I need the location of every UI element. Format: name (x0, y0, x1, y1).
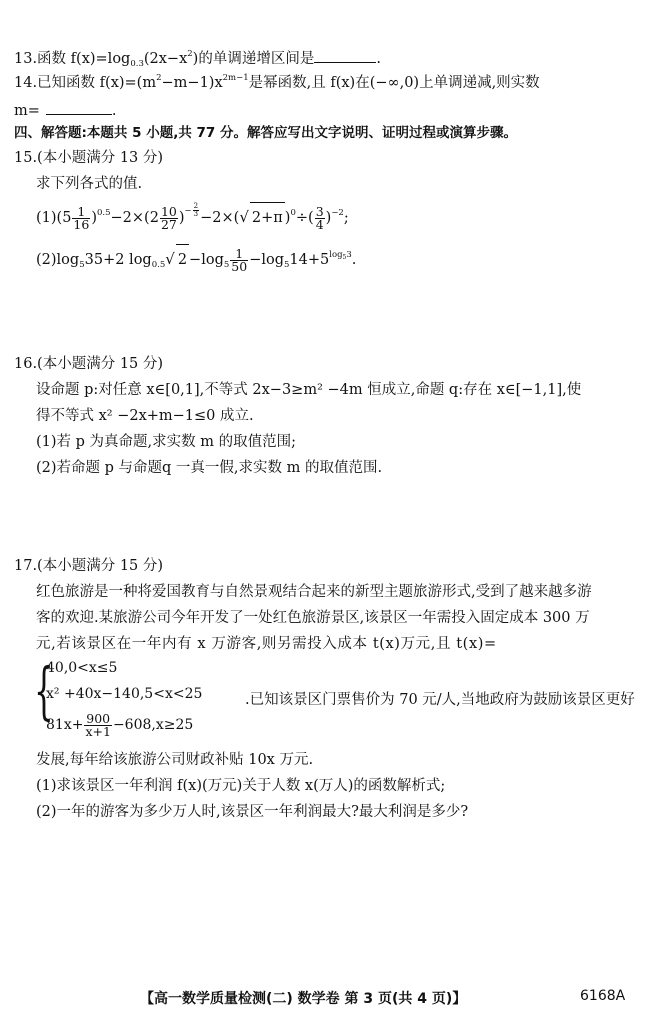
piecewise-case-1: 40,0<x≤5 (46, 660, 118, 676)
answer-blank[interactable] (314, 47, 376, 63)
question-16-line-1: 设命题 p:对任意 x∈[0,1],不等式 2x−3≥m² −4m 恒成立,命题 q:存在 x∈[−1,1],使 (36, 382, 582, 398)
piecewise-brace: { (34, 654, 54, 727)
question-15-title: 15.(本小题满分 13 分) (14, 150, 164, 166)
question-15-prompt: 求下列各式的值. (36, 176, 143, 192)
question-14-line-2: m= . (14, 99, 117, 121)
question-16-title: 16.(本小题满分 15 分) (14, 356, 164, 372)
footer-code: 6168A (580, 988, 626, 1004)
piecewise-case-3: 81x+ $\frac{900}{x+1}$ −608,x≥25 (46, 710, 194, 739)
question-16-part-1: (1)若 p 为真命题,求实数 m 的取值范围; (36, 434, 297, 450)
piecewise-case-2: x² +40x−140,5<x<25 (46, 686, 203, 702)
question-17-line-3: 元,若该景区在一年内有 x 万游客,则另需投入成本 t(x)万元,且 t(x)= (36, 636, 497, 652)
question-16-part-2: (2)若命题 p 与命题q 一真一假,求实数 m 的取值范围. (36, 460, 383, 476)
question-17-line-4: .已知该景区门票售价为 70 元/人,当地政府为鼓励该景区更好 (245, 692, 635, 708)
question-17-part-2: (2)一年的游客为多少万人时,该景区一年利润最大?最大利润是多少? (36, 804, 469, 820)
question-17-line-5: 发展,每年给该旅游公司财政补贴 10x 万元. (36, 752, 314, 768)
section-heading: 四、解答题:本题共 5 小题,共 77 分。解答应写出文字说明、证明过程或演算步骤。 (14, 125, 518, 141)
question-16-line-2: 得不等式 x² −2x+m−1≤0 成立. (36, 408, 254, 424)
question-17-part-1: (1)求该景区一年利润 f(x)(万元)关于人数 x(万人)的函数解析式; (36, 778, 446, 794)
question-17-line-1: 红色旅游是一种将爱国教育与自然景观结合起来的新型主题旅游形式,受到了越来越多游 (36, 584, 592, 600)
footer-title: 【高一数学质量检测(二) 数学卷 第 3 页(共 4 页)】 (140, 991, 467, 1007)
question-14-line-1: 14.已知函数 $f(x)=(m^2-m-1)x^{2m-1}$是幂函数,且 f(x)在(−∞,0)上单调递减,则实数 (14, 73, 540, 91)
question-17-line-2: 客的欢迎.某旅游公司今年开发了一处红色旅游景区,该景区一年需投入固定成本 300 万 (36, 610, 590, 626)
question-15-part-1: (1)(5 $\frac{1}{16}$ )$^{0.5}$−2×(2 $\frac{10}{27}$ )$^{- \frac{2}{3}}$ −2×(√ 2+π )$^0$÷( $\frac{3}{4}$ )$^{-2}$; (36, 202, 349, 232)
question-13: 13.函数 $f(x)=\log_{0.3}(2x-x^2)$的单调递增区间是 . (14, 49, 381, 69)
answer-blank[interactable] (46, 99, 112, 115)
question-17-title: 17.(本小题满分 15 分) (14, 558, 164, 574)
question-15-part-2: $(2)\log_535+2$ $\log_{0.5}√$ $2 -\log_5$ $\frac{1}{50}$ $-\log_514+5^{log_53}$. (36, 245, 357, 274)
